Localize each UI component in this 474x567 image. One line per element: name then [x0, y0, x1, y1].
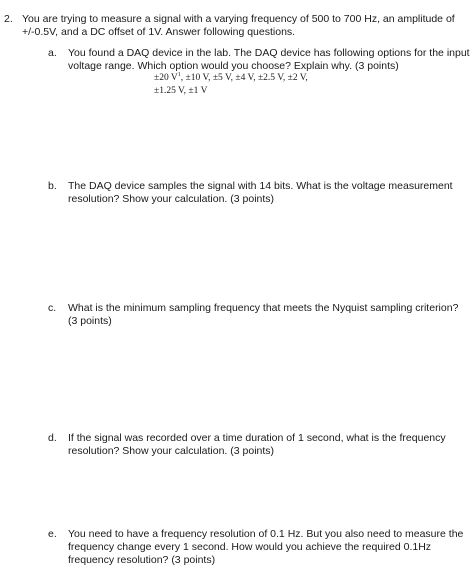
part-b-text: The DAQ device samples the signal with 14 bits. What is the voltage measurement resolution? Show your calculation. (3 points) [68, 180, 453, 205]
part-c-letter: c. [48, 302, 57, 314]
part-a-text: You found a DAQ device in the lab. The DAQ device has following options for the input voltage range. Which option would you choose? Explain why. (3 points) [68, 47, 470, 72]
voltage-options-line-2: ±1.25 V, ±1 V [154, 86, 208, 96]
part-d-letter: d. [48, 432, 57, 444]
part-d-text: If the signal was recorded over a time duration of 1 second, what is the frequency resolution? Show your calculation. (3 points) [68, 432, 446, 457]
footnote-marker: 1 [177, 71, 181, 78]
part-e-letter: e. [48, 528, 57, 540]
voltage-options-rest: , ±10 V, ±5 V, ±4 V, ±2.5 V, ±2 V, [180, 73, 308, 83]
part-b-letter: b. [48, 180, 57, 192]
part-e-text: You need to have a frequency resolution of 0.1 Hz. But you also need to measure the frequency change every 1 second. How would you achieve the required 0.1Hz frequency resolution? (3 points) [68, 528, 464, 566]
question-number: 2. [4, 13, 13, 25]
voltage-options-line-1 [154, 72, 308, 85]
voltage-option-20v: ±20 V [154, 73, 178, 83]
part-c-text: What is the minimum sampling frequency that meets the Nyquist sampling criterion? (3 points) [68, 302, 459, 327]
question-text: You are trying to measure a signal with a varying frequency of 500 to 700 Hz, an amplitude of +/-0.5V, and a DC offset of 1V. Answer following questions. [22, 13, 455, 38]
voltage-range-options [154, 72, 308, 98]
part-a-letter: a. [48, 47, 57, 59]
